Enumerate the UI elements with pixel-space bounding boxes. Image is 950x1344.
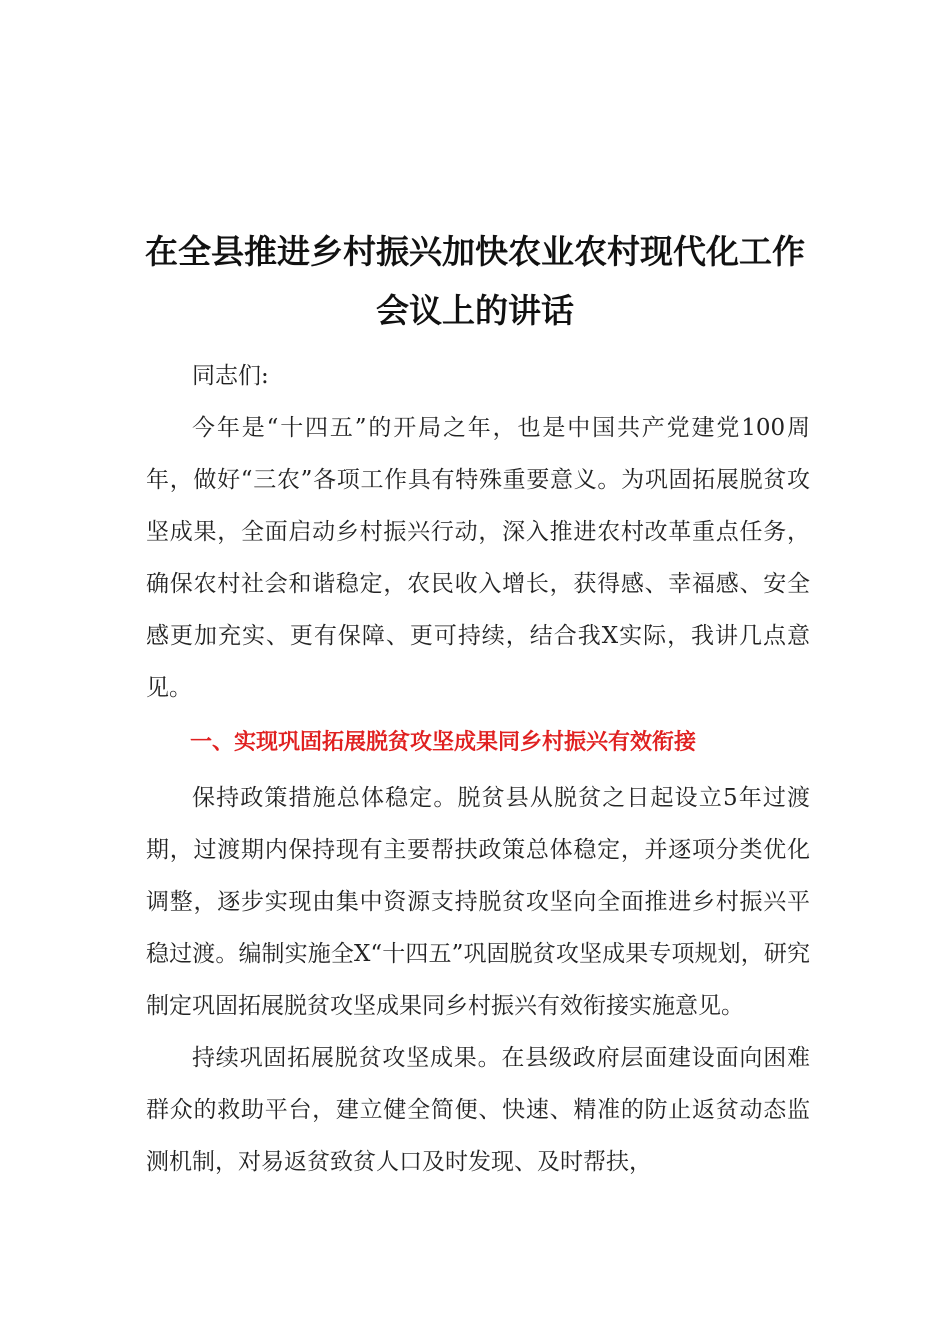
intro-paragraph: 今年是“十四五”的开局之年，也是中国共产党建党100周年，做好“三农”各项工作具有特殊重要意义。为巩固拓展脱贫攻坚成果，全面启动乡村振兴行动，深入推进农村改革重点任务，确保农村社会和谐稳定，农民收入增长，获得感、幸福感、安全感更加充实、更有保障、更可持续，结合我X实际，我讲几点意见。 <box>146 415 810 701</box>
document-body <box>146 350 810 1188</box>
section1-paragraph-2: 持续巩固拓展脱贫攻坚成果。在县级政府层面建设面向困难群众的救助平台，建立健全简便、快速、精准的防止返贫动态监测机制，对易返贫致贫人口及时发现、及时帮扶， <box>146 1045 810 1175</box>
document-title: 在全县推进乡村振兴加快农业农村现代化工作会议上的讲话 <box>145 232 805 330</box>
section1-paragraph-1: 保持政策措施总体稳定。脱贫县从脱贫之日起设立5年过渡期，过渡期内保持现有主要帮扶政策总体稳定，并逐项分类优化调整，逐步实现由集中资源支持脱贫攻坚向全面推进乡村振兴平稳过渡。编制实施全X“十四五”巩固脱贫攻坚成果专项规划，研究制定巩固拓展脱贫攻坚成果同乡村振兴有效衔接实施意见。 <box>146 785 810 1019</box>
section-heading-1: 一、实现巩固拓展脱贫攻坚成果同乡村振兴有效衔接 <box>190 730 697 755</box>
salutation: 同志们: <box>192 363 269 389</box>
